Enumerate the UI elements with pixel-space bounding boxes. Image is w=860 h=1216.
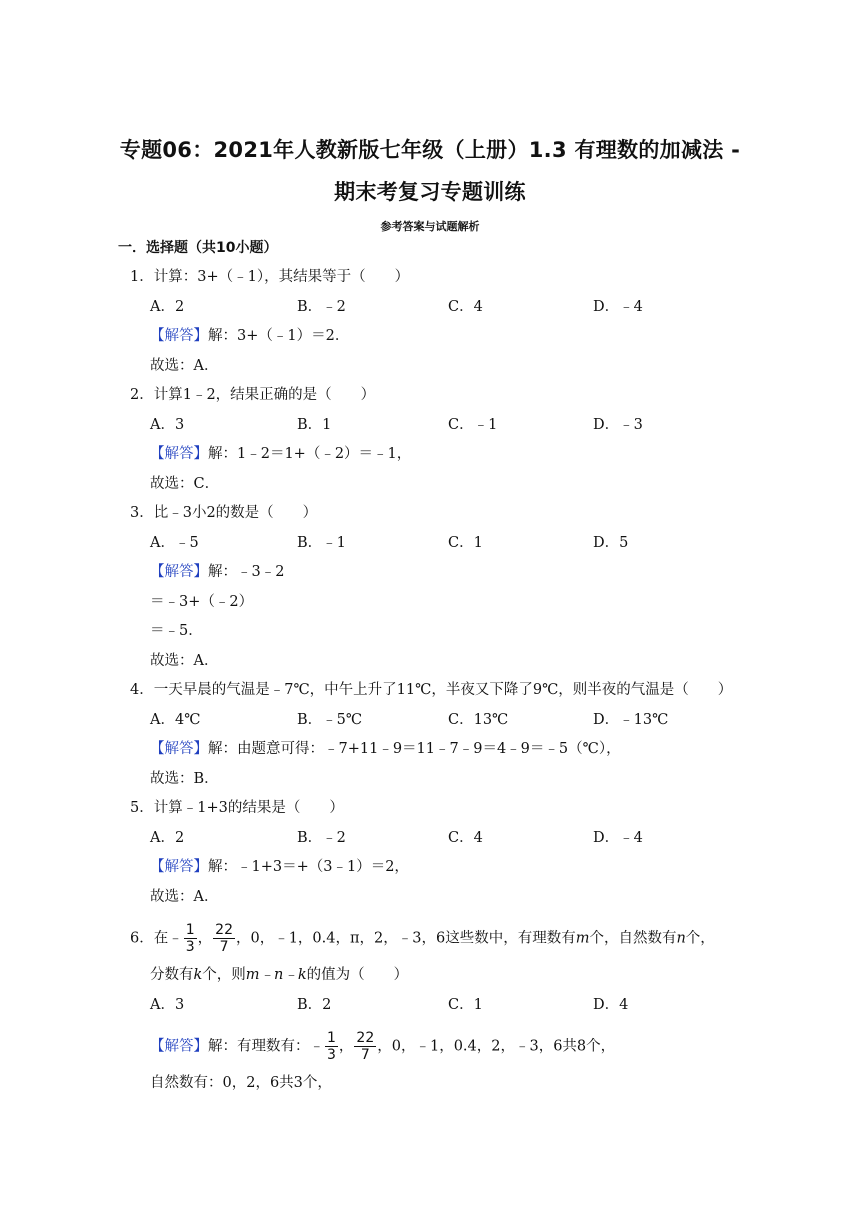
q3-option-b: B．﹣1 (297, 535, 346, 551)
fraction-numerator: 22 (356, 1030, 375, 1046)
q6-option-a: A．3 (150, 997, 185, 1013)
answer-tag: 【解答】 (150, 328, 208, 344)
q6-minus: ﹣ (168, 930, 183, 947)
answer-tag: 【解答】 (150, 859, 208, 875)
q5-solution (150, 857, 409, 877)
q3-solution-step3: ＝﹣5． (150, 623, 203, 639)
q2-stem: 2．计算1﹣2，结果正确的是（ ） (130, 387, 376, 403)
document-title-line1: 专题06：2021年人教新版七年级（上册）1.3 有理数的加减法 - (119, 138, 741, 162)
q1-choice: 故选：A． (150, 358, 219, 374)
q6-natural-numbers: 自然数有：0，2，6共3个， (150, 1075, 332, 1091)
q6-solution-text: 解：有理数有： (208, 1038, 310, 1055)
q4-solution-text: 解：由题意可得：﹣7+11﹣9＝11﹣7﹣9＝4﹣9＝﹣5（℃）， (208, 741, 621, 757)
document-title-line2: 期末考复习专题训练 (334, 180, 526, 204)
q6-solution-text: ，0，﹣1，0.4，2，﹣3，6共8个， (377, 1038, 616, 1055)
q6-fraction-2 (213, 922, 235, 955)
fraction-denominator: 3 (185, 939, 195, 955)
q3-solution-text: 解：﹣3﹣2 (208, 564, 285, 580)
var-k: k (193, 967, 203, 983)
q1-stem: 1．计算：3+（﹣1），其结果等于（ ） (130, 269, 410, 285)
q1-solution (150, 326, 349, 346)
q3-option-d: D．5 (593, 535, 629, 551)
q6-solution-fraction-1 (325, 1030, 338, 1063)
q2-option-a: A．3 (150, 417, 185, 433)
q2-option-c: C．﹣1 (448, 417, 498, 433)
q6-stem-line2 (150, 965, 408, 985)
q4-option-a: A．4℃ (150, 712, 201, 728)
q5-solution-text: 解：﹣1+3＝+（3﹣1）＝2， (208, 859, 409, 875)
answer-tag: 【解答】 (150, 564, 208, 580)
q5-option-c: C．4 (448, 830, 483, 846)
q4-choice: 故选：B． (150, 771, 219, 787)
q1-solution-text: 解：3+（﹣1）＝2． (208, 328, 350, 344)
document-subtitle: 参考答案与试题解析 (380, 220, 480, 233)
q2-solution-text: 解：1﹣2＝1+（﹣2）＝﹣1， (208, 446, 412, 462)
q1-option-a: A．2 (150, 299, 185, 315)
q6-expression: m﹣n﹣k (245, 967, 307, 983)
q3-choice: 故选：A． (150, 653, 219, 669)
fraction-numerator: 1 (185, 922, 195, 938)
q6-stem-text: 个， (685, 930, 715, 947)
q4-option-b: B．﹣5℃ (297, 712, 363, 728)
answer-tag: 【解答】 (150, 1038, 208, 1055)
q6-solution: 【解答】解：有理数有：﹣ $\frac{1}{3}$ ， $\frac{22}{7}$ ，0，﹣1，0.4，2，﹣3，6共8个， (150, 1030, 616, 1063)
q1-option-b: B．﹣2 (297, 299, 346, 315)
var-m: m (575, 930, 590, 947)
q4-option-d: D．﹣13℃ (593, 712, 669, 728)
q6-stem-text: 的值为（ ） (306, 967, 409, 983)
q3-solution (150, 562, 284, 582)
q5-stem: 5．计算﹣1+3的结果是（ ） (130, 800, 344, 816)
q1-option-d: D．﹣4 (593, 299, 643, 315)
q5-option-d: D．﹣4 (593, 830, 643, 846)
q4-stem: 4．一天早晨的气温是﹣7℃，中午上升了11℃，半夜又下降了9℃，则半夜的气温是（ ） (130, 682, 733, 698)
fraction-numerator: 1 (327, 1030, 336, 1046)
q1-option-c: C．4 (448, 299, 483, 315)
q6-stem-text: 个，自然数有 (589, 930, 677, 947)
q6-option-c: C．1 (448, 997, 483, 1013)
fraction-denominator: 7 (360, 1047, 370, 1063)
q3-option-c: C．1 (448, 535, 483, 551)
q4-solution (150, 739, 621, 759)
q5-option-b: B．﹣2 (297, 830, 346, 846)
q2-choice: 故选：C． (150, 476, 220, 492)
q2-option-d: D．﹣3 (593, 417, 643, 433)
q6-stem-text: 个，则 (202, 967, 246, 983)
fraction-numerator: 22 (215, 922, 233, 938)
q6-solution-fraction-2 (354, 1030, 376, 1063)
section-heading: 一．选择题（共10小题） (118, 240, 278, 256)
var-n: n (676, 930, 686, 947)
q3-option-a: A．﹣5 (150, 535, 199, 551)
q6-fraction-1 (184, 922, 197, 955)
q5-option-a: A．2 (150, 830, 185, 846)
q6-option-b: B．2 (297, 997, 332, 1013)
answer-tag: 【解答】 (150, 741, 208, 757)
q6-option-d: D．4 (593, 997, 629, 1013)
q6-minus: ﹣ (309, 1038, 324, 1055)
q2-solution (150, 444, 411, 464)
q6-stem: 6．在﹣ $\frac{1}{3}$ ， $\frac{22}{7}$ ，0，﹣1，0.4，π，2，﹣3，6这些数中，有理数有m个，自然数有n个， (130, 922, 715, 955)
q6-stem-text: 分数有 (150, 967, 194, 983)
q5-choice: 故选：A． (150, 889, 219, 905)
fraction-denominator: 3 (327, 1047, 336, 1063)
q6-stem-text: ，0，﹣1，0.4，π，2，﹣3，6这些数中，有理数有 (235, 930, 576, 947)
q2-option-b: B．1 (297, 417, 332, 433)
q3-solution-step2: ＝﹣3+（﹣2） (150, 594, 254, 610)
q4-option-c: C．13℃ (448, 712, 509, 728)
q3-stem: 3．比﹣3小2的数是（ ） (130, 505, 318, 521)
answer-tag: 【解答】 (150, 446, 208, 462)
fraction-denominator: 7 (219, 939, 229, 955)
q6-number: 6．在 (130, 930, 169, 947)
